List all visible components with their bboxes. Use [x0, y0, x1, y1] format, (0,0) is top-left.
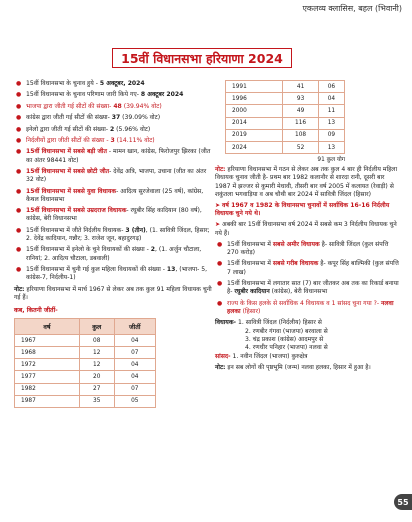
right-note: नोट: हरियाणा विधानसभा में गठन से लेकर अब तक कुल 4 बार ही निर्दलीय महिला विधायक चुनाव जीती है- प्रथम बार 1982 कलानौर से शारदा रानी, दूसरी बार 1987 में झज्जर से कुमारी मेधावी, तीसरी बार वर्ष 2005 में कलायत (रेवाड़ी) से शकुंतला भगवाड़िया व अब चौथी बार 2024 में सावित्री जिंदल (हिसार) [215, 166, 398, 198]
page-number: 55 [394, 494, 412, 510]
women-mla-table-right [225, 80, 345, 154]
left-note: नोट: हरियाणा विधानसभा में मार्च 1967 से लेकर अब तक कुल 91 महिला विधायक चुनी गई हैं। [14, 285, 212, 301]
table-header-row [15, 318, 156, 334]
col-header-total: कुल [79, 318, 114, 334]
right-column [215, 80, 399, 375]
brand-label: एकलव्य क्लासिस, बहल (भिवानी) [302, 4, 402, 13]
table-row: 2014 116 13 [226, 117, 345, 129]
col-header-won: जीतीं [114, 318, 155, 334]
left-column [14, 80, 212, 408]
title-box [112, 48, 292, 68]
bottom-note: नोट: इन सब लोगों की पृष्ठभूमि (जन्म) नलवा हलका, हिसार में हुआ है। [215, 364, 371, 372]
arrow-icon: ➤ [215, 221, 221, 229]
list-item: ● 15वीं विधानसभा के चुनाव हुये - 5 अक्टूबर, 2024 [14, 80, 212, 88]
table-row: 1968 12 07 [15, 347, 156, 359]
table-row: 2024 52 13 [226, 141, 345, 153]
list-item: ● 15वीं विधानसभा में इनेलो के चुने विधायकों की संख्या - 2, (1. अर्जुन चौटाला, रानियां; 2. आदित्य चौटाला, डबवाली) [14, 246, 212, 262]
list-item: ● 15वीं विधानसभा में सबसे अमीर विधायक है- सावित्री जिंदल (कुल संपत्ति 270 करोड़) [215, 241, 399, 257]
table-row: 1982 27 07 [15, 383, 156, 395]
arrow-icon: ➤ [215, 201, 221, 209]
table-row: 2000 49 11 [226, 105, 345, 117]
list-item: ● 15वीं विधानसभा में जीते निर्दलीय विधायक- 3 (तीन), (1. सावित्री जिंदल, हिसार; 2. देवेंद्र कादियान, गन्नौर; 3. राजेश जून, बहादुरगढ़) [14, 227, 212, 243]
table-row: 2019 108 09 [226, 129, 345, 141]
table-row: 1972 12 04 [15, 359, 156, 371]
left-bullet-list [14, 80, 212, 282]
list-item: ● 15वीं विधानसभा में सबसे छोटी जीत- देवेंद्र अत्रि, भाजपा, उचाना (जीत का अंतर 32 वोट) [14, 168, 212, 184]
table-caption: कब, कितनी जीतीं- [14, 306, 58, 314]
table-row: 1987 35 05 [15, 395, 156, 407]
col-header-year: वर्ष [15, 318, 80, 334]
list-item: ● इनेलो द्वारा जीती गई सीटों की संख्या- 2 (5.96% वोट) [14, 126, 212, 134]
list-item: ● 15वीं विधानसभा में सबसे उम्रदराज विधायक- रघुबीर सिंह कादियान (80 वर्ष), कांग्रेस, बेरी विधानसभा [14, 207, 212, 223]
list-item: ● 15वीं विधानसभा में सबसे बड़ी जीत - मामन खान, कांग्रेस, फिरोजपुर झिरका (जीत का अंतर 98441 वोट) [14, 148, 212, 164]
mla-list [215, 319, 399, 361]
mla-row-1: विधायक- 1. सावित्री जिंदल (निर्दलीय) हिसार से [215, 319, 322, 327]
arrow-item: ➤ अबकी बार 15वीं विधानसभा वर्ष 2024 में सबसे कम 3 निर्दलीय विधायक चुने गये हैं। [215, 221, 397, 237]
list-item: ● राज्य के किस हलके से सर्वाधिक 4 विधायक व 1 सांसद चुना गया ?- नलवा हलका (हिसार) [215, 300, 399, 316]
list-item: ● 15वीं विधानसभा में चुनी गई कुल महिला विधायकों की संख्या - 13, (भाजपा- 5, कांग्रेस-7, निर्दलीय-1) [14, 266, 212, 282]
table-total: 91 कुल योग [317, 157, 345, 164]
mla-row-4: 4. रणधीर पनिहार (भाजपा) नलवा से [245, 344, 328, 352]
arrow-item: ➤ वर्ष 1967 व 1982 के विधानसभा चुनावों में सर्वाधिक 16-16 निर्दलीय विधायक चुने गये थे। [215, 201, 390, 218]
table-row: 1991 41 06 [226, 81, 345, 93]
mla-row-3: 3. चंद्र प्रकाश (कांग्रेस) आदमपुर से [245, 335, 324, 343]
table-row: 1967 08 04 [15, 334, 156, 346]
list-item: ● भाजपा द्वारा जीती गई सीटों की संख्या- 48 (39.94% वोट) [14, 103, 212, 111]
mla-row-2: 2. रणबीर गंगवा (भाजपा) बरवाला से [245, 327, 328, 335]
list-item: ● निर्दलीयों द्वारा जीती सीटों की संख्या - 3 (14.11% वोट) [14, 137, 212, 145]
page-title: 15वीं विधानसभा हरियाणा 2024 [121, 50, 283, 66]
list-item: ● 15वीं विधानसभा के चुनाव परिणाम जारी किये गए- 8 अक्टूबर 2024 [14, 91, 212, 99]
women-mla-table-left [14, 318, 156, 408]
list-item: ● 15वीं विधानसभा में लगातार सात (7) बार जीतकर अब तक का रिकार्ड बनाया है- रघुबीर कादियान (कांग्रेस), बेरी विधानसभा [215, 280, 399, 296]
table-row: 1977 20 04 [15, 371, 156, 383]
list-item: ● 15वीं विधानसभा में सबसे युवा विधायक- आदित्य सुरजेवाला (25 वर्ष), कांग्रेस, कैथल विधानसभा [14, 188, 212, 204]
list-item: ● 15वीं विधानसभा में सबसे गरीब विधायक है- कपूर सिंह बाल्मिकी (कुल संपत्ति 7 लाख) [215, 260, 399, 276]
list-item: ● कांग्रेस द्वारा जीती गई सीटों की संख्या- 37 (39.09% वोट) [14, 114, 212, 122]
mp-row: सांसद- 1. नवीन जिंदल (भाजपा) कुरुक्षेत्र [215, 352, 308, 360]
table-row: 1996 93 04 [226, 93, 345, 105]
right-bullet-list [215, 241, 399, 316]
